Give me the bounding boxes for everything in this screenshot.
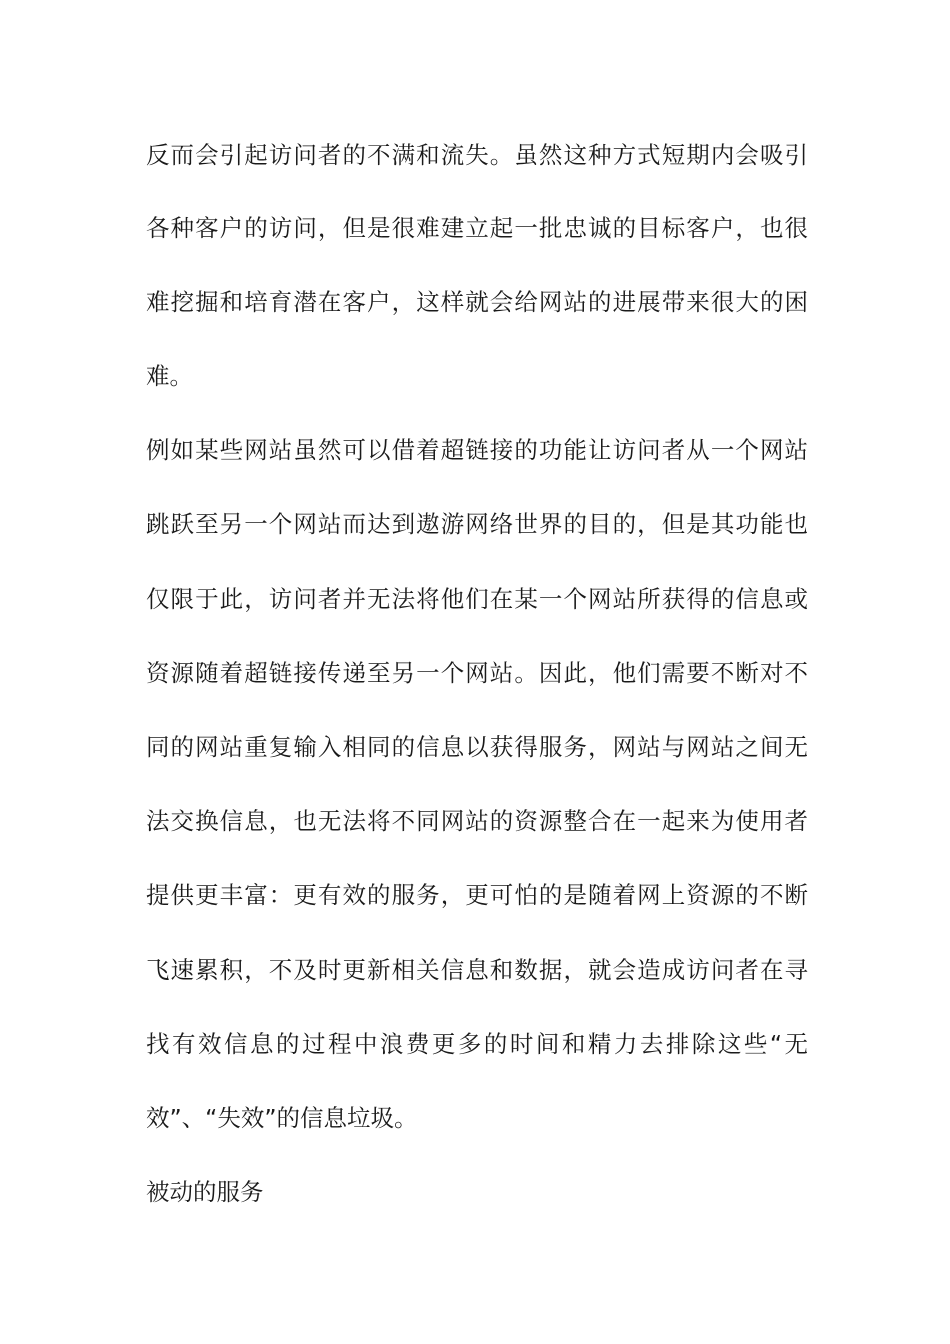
paragraph-2-line-1: 例如某些网站虽然可以借着超链接的功能让访问者从一个网站 [146, 436, 808, 464]
paragraph-2-line-7: 提供更丰富：更有效的服务，更可怕的是随着网上资源的不断 [146, 881, 808, 909]
paragraph-2-line-9: 找有效信息的过程中浪费更多的时间和精力去排除这些“无 [146, 1030, 808, 1058]
paragraph-2-line-5: 同的网站重复输入相同的信息以获得服务，网站与网站之间无 [146, 733, 808, 761]
paragraph-2-line-6: 法交换信息，也无法将不同网站的资源整合在一起来为使用者 [146, 807, 808, 835]
paragraph-1-line-2: 各种客户的访问，但是很难建立起一批忠诚的目标客户，也很 [146, 214, 808, 242]
paragraph-1-line-4: 难。 [146, 362, 193, 390]
paragraph-1-line-3: 难挖掘和培育潜在客户，这样就会给网站的进展带来很大的困 [146, 288, 808, 316]
paragraph-2-line-4: 资源随着超链接传递至另一个网站。因此，他们需要不断对不 [146, 659, 808, 687]
section-heading: 被动的服务 [146, 1178, 264, 1206]
paragraph-1-line-1: 反而会引起访问者的不满和流失。虽然这种方式短期内会吸引 [146, 141, 808, 169]
paragraph-2-line-10: 效”、“失效”的信息垃圾。 [146, 1104, 418, 1132]
paragraph-2-line-3: 仅限于此，访问者并无法将他们在某一个网站所获得的信息或 [146, 585, 808, 613]
paragraph-2-line-8: 飞速累积，不及时更新相关信息和数据，就会造成访问者在寻 [146, 956, 808, 984]
paragraph-2-line-2: 跳跃至另一个网站而达到遨游网络世界的目的，但是其功能也 [146, 510, 808, 538]
